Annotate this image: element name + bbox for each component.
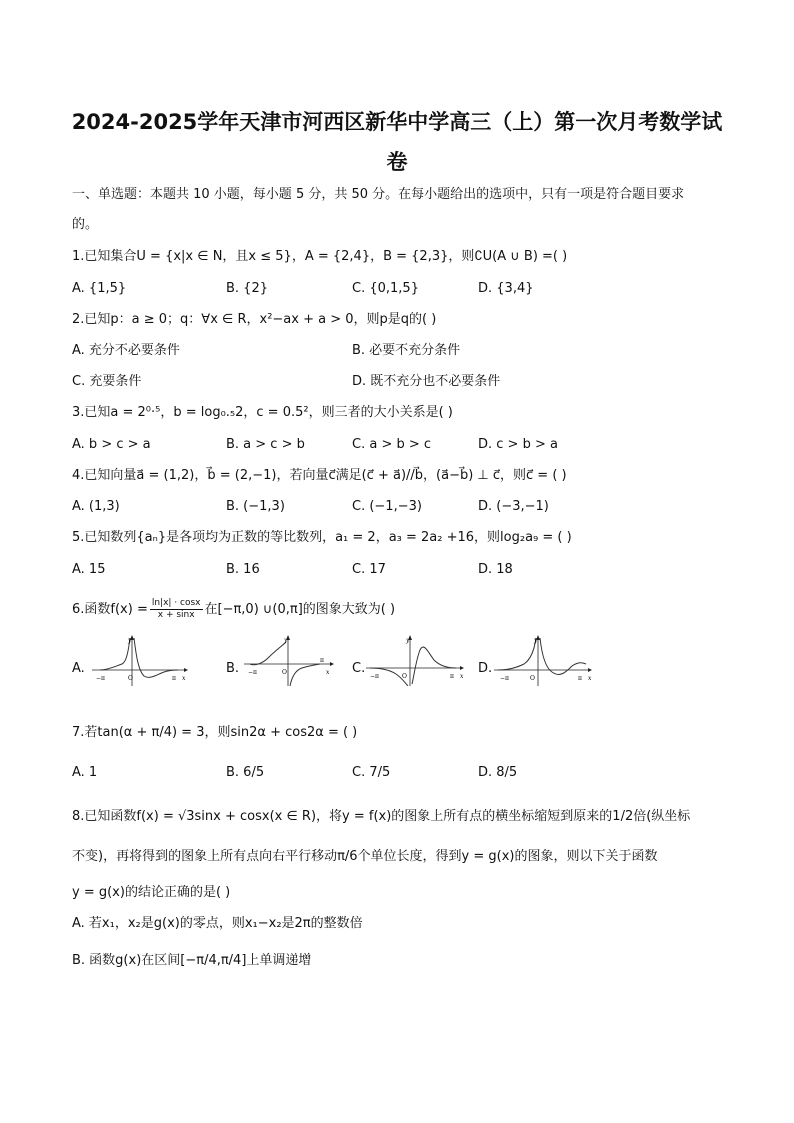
q3-option-b: B. a > c > b: [226, 437, 305, 452]
q6-graph-c-svg: [366, 632, 466, 686]
pi-label: π: [172, 675, 176, 682]
x-axis-arrow: [330, 662, 334, 666]
x-label: x: [326, 669, 330, 676]
origin-label: O: [402, 673, 407, 680]
x-axis-arrow: [184, 668, 188, 672]
x-axis-arrow: [588, 668, 592, 672]
neg-pi-label: −π: [500, 675, 509, 682]
q4-option-c: C. (−1,−3): [352, 499, 422, 514]
pi-label: π: [450, 673, 454, 680]
curve-left: [498, 638, 536, 670]
y-label: y: [406, 637, 410, 644]
curve-right: [290, 664, 320, 686]
q6-graph-d: [494, 632, 594, 686]
x-axis-arrow: [460, 666, 464, 670]
q5-option-c: C. 17: [352, 562, 386, 577]
pi-label: π: [578, 675, 582, 682]
q8-option-a: A. 若x₁，x₂是g(x)的零点，则x₁−x₂是2π的整数倍: [72, 916, 363, 931]
exam-title-line1: 2024-2025学年天津市河西区新华中学高三（上）第一次月考数学试: [71, 110, 723, 134]
q6-option-b-label: B.: [226, 661, 240, 676]
x-label: x: [588, 675, 592, 682]
question-8-stem-line1: 8.已知函数f(x) = √3sinx + cosx(x ∈ R)，将y = f(x)的图象上所有点的横坐标缩短到原来的1/2倍(纵坐标: [72, 809, 691, 824]
origin-label: O: [128, 675, 133, 682]
q6-graph-a-svg: [92, 632, 188, 686]
q1-option-a: A. {1,5}: [72, 281, 127, 296]
curve-left: [100, 638, 130, 670]
question-8-stem-line2: 不变)，再将得到的图象上所有点向右平行移动π/6个单位长度，得到y = g(x)的图象，则以下关于函数: [72, 849, 658, 864]
question-5-stem: 5.已知数列{aₙ}是各项均为正数的等比数列，a₁ = 2，a₃ = 2a₂ +16，则log₂a₉ = ( ): [72, 530, 572, 545]
q6-graph-a: [92, 632, 188, 686]
q2-option-d: D. 既不充分也不必要条件: [352, 374, 501, 389]
curve-right: [540, 638, 586, 674]
question-3-stem: 3.已知a = 2⁰·⁵，b = log₀.₅2，c = 0.5²，则三者的大小关系是( ): [72, 405, 453, 420]
question-4-stem: 4.已知向量a⃗ = (1,2)，b⃗ = (2,−1)，若向量c⃗满足(c⃗ + a⃗)//b⃗，(a⃗−b⃗) ⊥ c⃗，则c⃗ = ( ): [72, 468, 567, 483]
origin-label: O: [282, 669, 287, 676]
q1-option-c: C. {0,1,5}: [352, 281, 419, 296]
q6-graph-d-svg: [494, 632, 594, 686]
q2-option-c: C. 充要条件: [72, 374, 142, 389]
neg-pi-label: −π: [248, 669, 257, 676]
neg-pi-label: −π: [96, 675, 105, 682]
origin-label: O: [530, 675, 535, 682]
y-label: y: [128, 637, 132, 644]
q1-option-d: D. {3,4}: [478, 281, 534, 296]
q4-option-b: B. (−1,3): [226, 499, 285, 514]
q5-option-a: A. 15: [72, 562, 106, 577]
x-label: x: [460, 673, 464, 680]
section-instructions-line2: 的。: [72, 217, 99, 232]
q6-graph-c: [366, 632, 466, 686]
question-2-stem: 2.已知p：a ≥ 0；q：∀x ∈ R，x²−ax + a > 0，则p是q的( ): [72, 312, 437, 327]
q1-option-b: B. {2}: [226, 281, 268, 296]
curve-left: [250, 642, 286, 665]
q6-fraction-denominator: x + sinx: [157, 610, 195, 620]
question-7-stem: 7.若tan(α + π/4) = 3，则sin2α + cos2α = ( ): [72, 725, 358, 740]
exam-title-line2: 卷: [386, 150, 408, 174]
curve-right: [134, 638, 178, 677]
neg-pi-label: −π: [370, 673, 379, 680]
pi-label: π: [320, 657, 324, 664]
q5-option-d: D. 18: [478, 562, 513, 577]
q6-stem-prefix: 6.函数f(x) =: [72, 602, 148, 617]
q6-option-d-label: D.: [478, 661, 493, 676]
y-label: y: [284, 637, 288, 644]
q3-option-c: C. a > b > c: [352, 437, 432, 452]
q6-stem-suffix: 在[−π,0) ∪(0,π]的图象大致为( ): [204, 602, 396, 617]
q6-graph-b: [244, 632, 340, 686]
section-instructions-line1: 一、单选题：本题共 10 小题，每小题 5 分，共 50 分。在每小题给出的选项中，只有一项是符合题目要求: [72, 187, 685, 202]
q6-graph-b-svg: [244, 632, 340, 686]
q6-option-c-label: C.: [352, 661, 366, 676]
y-label: y: [534, 637, 538, 644]
q4-option-a: A. (1,3): [72, 499, 120, 514]
question-6-stem: [72, 598, 395, 621]
q3-option-a: A. b > c > a: [72, 437, 151, 452]
q7-option-b: B. 6/5: [226, 765, 265, 780]
question-8-stem-line3: y = g(x)的结论正确的是( ): [72, 885, 231, 900]
q7-option-a: A. 1: [72, 765, 98, 780]
q6-option-a-label: A.: [72, 661, 85, 676]
q6-fraction: [150, 598, 203, 621]
question-1-stem: 1.已知集合U = {x|x ∈ N，且x ≤ 5}，A = {2,4}，B = {2,3}，则∁U(A ∪ B) =( ): [72, 249, 568, 264]
q8-option-b: B. 函数g(x)在区间[−π/4,π/4]上单调递增: [72, 953, 312, 968]
q6-fraction-numerator: ln|x| · cosx: [151, 598, 201, 608]
q4-option-d: D. (−3,−1): [478, 499, 549, 514]
q7-option-c: C. 7/5: [352, 765, 391, 780]
q5-option-b: B. 16: [226, 562, 260, 577]
q7-option-d: D. 8/5: [478, 765, 518, 780]
x-label: x: [182, 675, 186, 682]
q3-option-d: D. c > b > a: [478, 437, 558, 452]
q2-option-b: B. 必要不充分条件: [352, 343, 461, 358]
q2-option-a: A. 充分不必要条件: [72, 343, 180, 358]
